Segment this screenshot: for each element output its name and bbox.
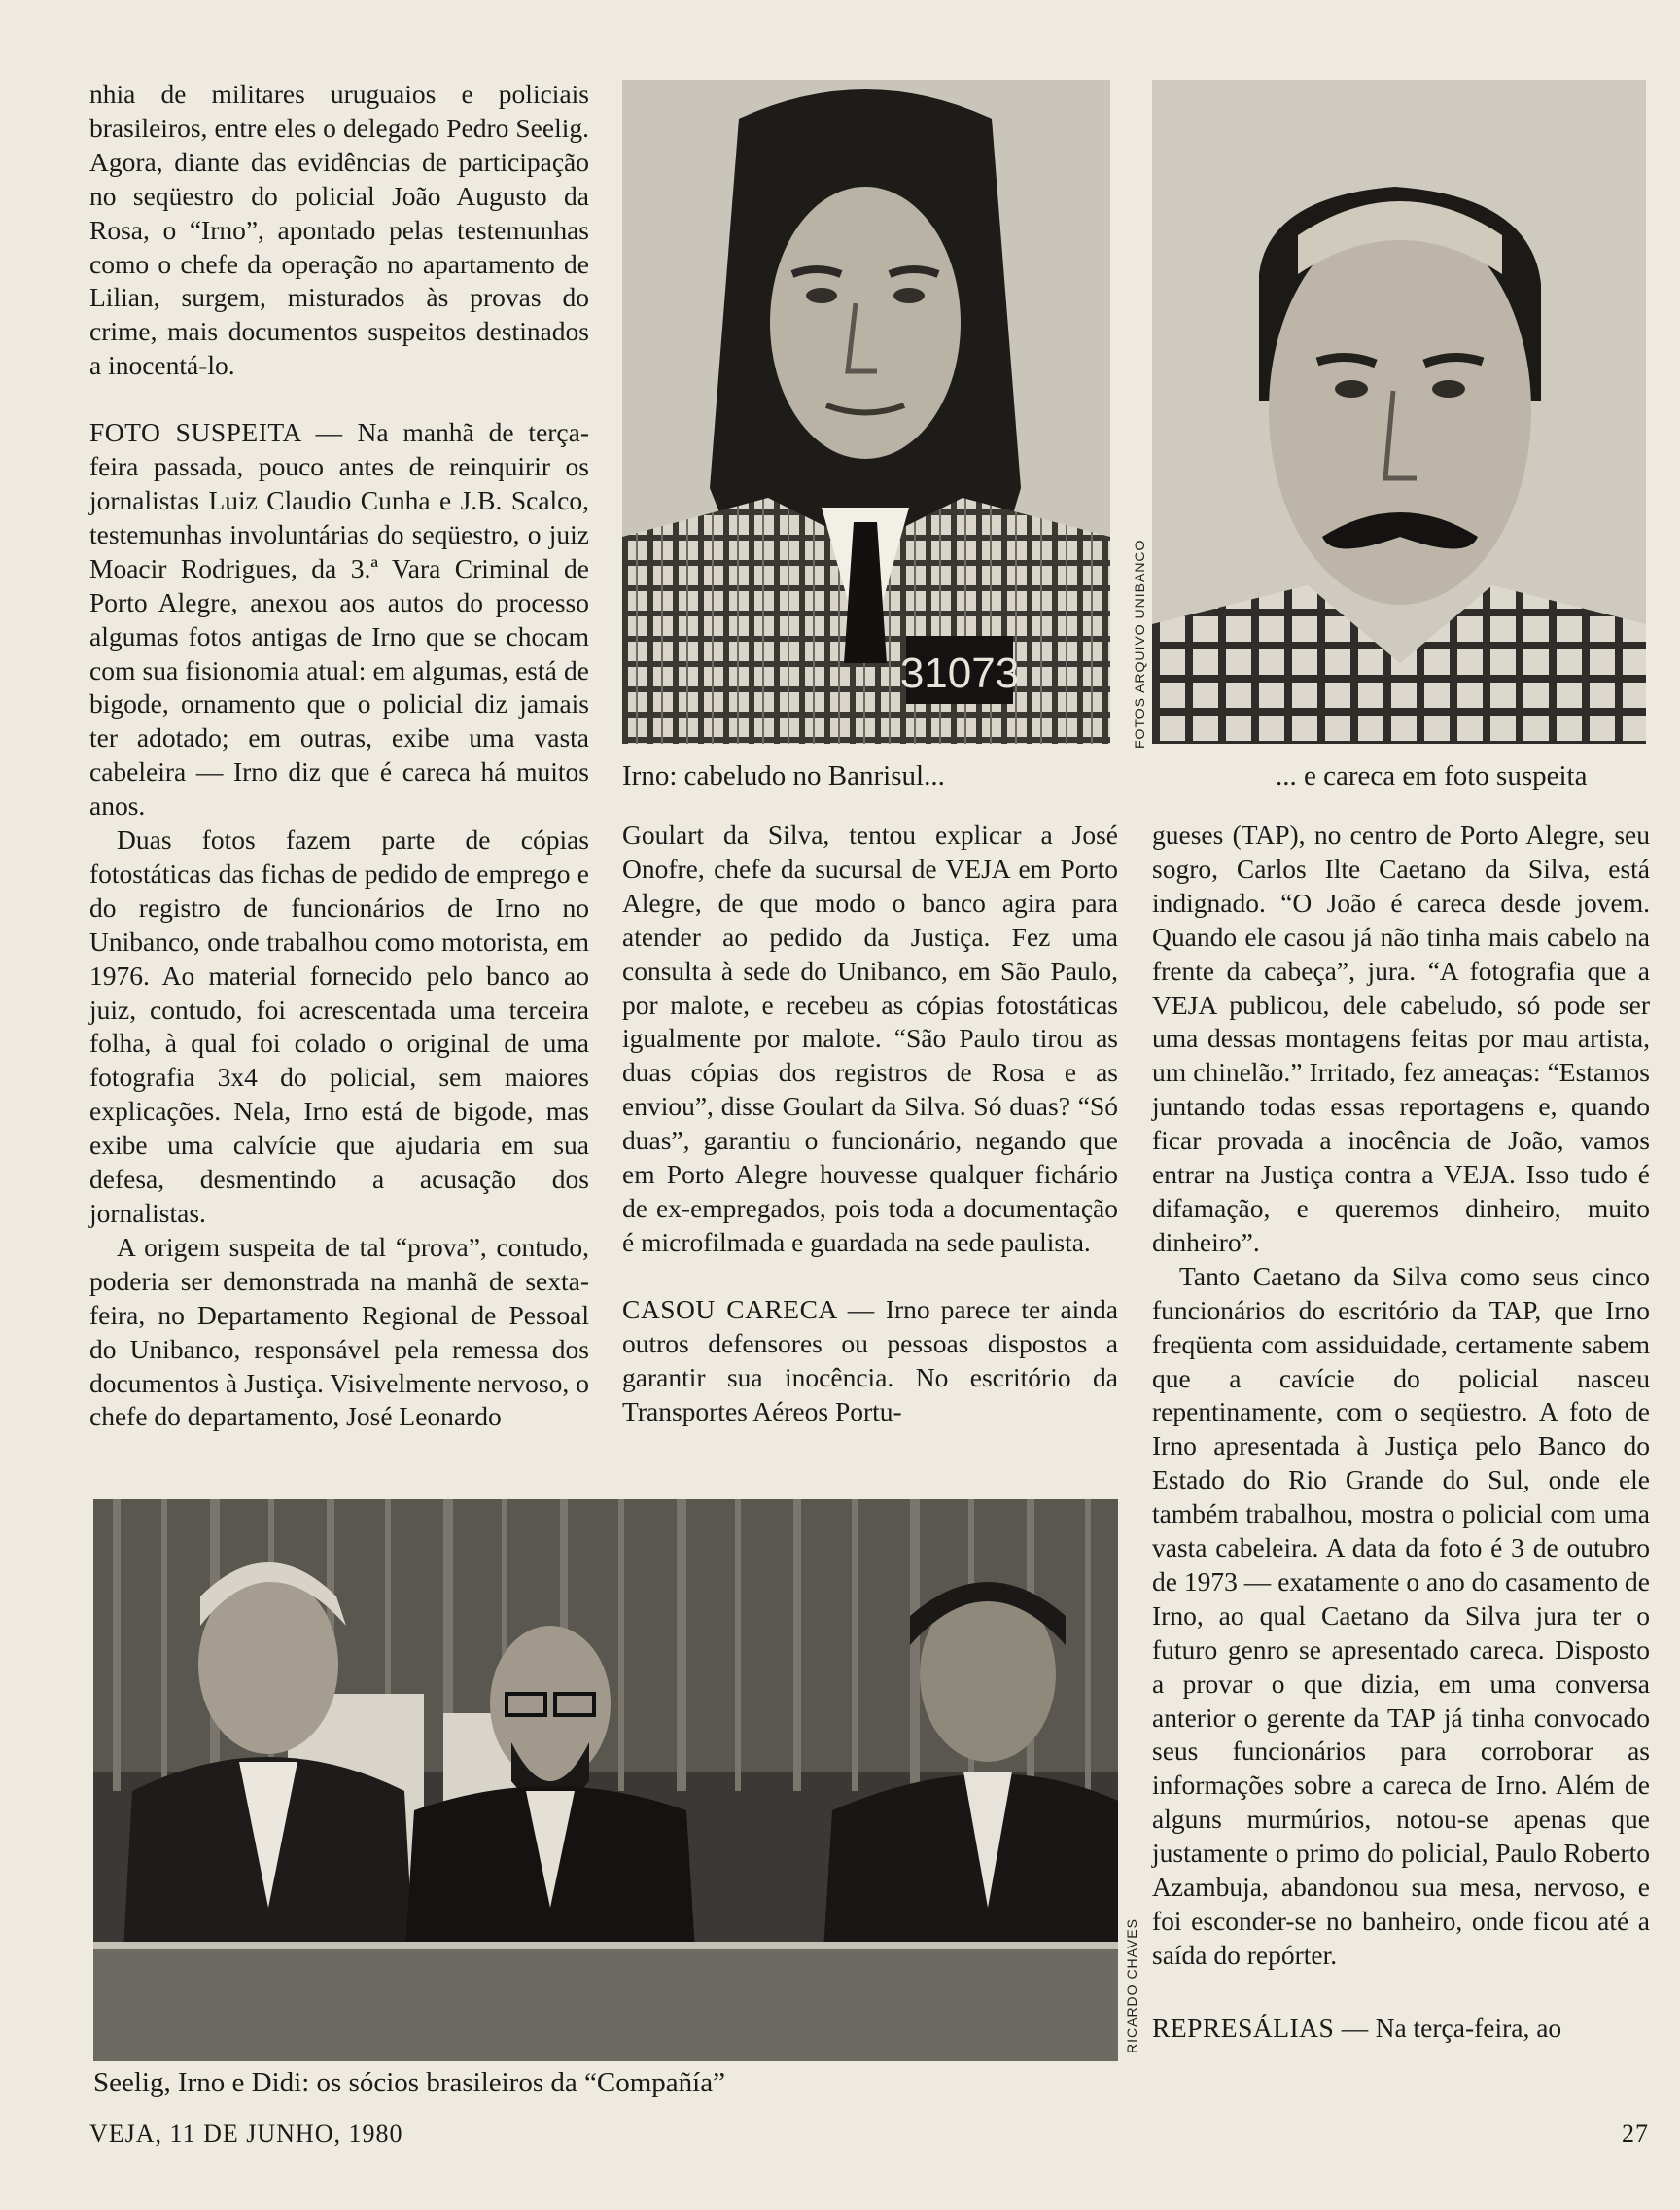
paragraph: nhia de militares uruguaios e policiais brasileiros, entre eles o delegado Pedro Seelig. Agora, diante das evidências de participação no seqüestro do policial João Augusto da Rosa, o “Irno”, apontado pelas testemunhas como o chefe da operação no apartamento de Lilian, surgem, misturados às provas do crime, mais documentos suspeitos destinados a inocentá-lo.	[89, 79, 589, 381]
section-lead: REPRESÁLIAS —	[1152, 2012, 1369, 2043]
paragraph-foto-suspeita: FOTO SUSPEITA — Na manhã de terça-feira passada, pouco antes de reinquirir os jornalistas Luiz Claudio Cunha e J.B. Scalco, testemunhas involuntárias do seqüestro, o juiz Moacir Rodrigues, da 3.ª Vara Criminal de Porto Alegre, anexou aos autos do processo algumas fotos antigas de Irno que se chocam com sua fisionomia atual: em algumas, está de bigode, ornamento que o policial diz jamais ter adotado; em outras, exibe uma vasta cabeleira — Irno diz que é careca há muitos anos.	[89, 417, 589, 822]
paragraph: Tanto Caetano da Silva como seus cinco funcionários do escritório da TAP, que Irno freqüenta com assiduidade, certamente sabem que a cavície do policial nasceu repentinamente, com o seqüestro. A foto de Irno apresentada à Justiça pelo Banco do Estado do Rio Grande do Sul, onde ele também trabalhou, mostra o policial com uma vasta cabeleira. A data da foto é 3 de outubro de 1973 — exatamente o ano do casamento de Irno, ao qual Caetano da Silva jura ter o futuro genro se apresentado careca. Disposto a provar o que dizia, em uma conversa anterior o gerente da TAP já tinha convocado seus funcionários para corroborar as informações sobre a careca de Irno. Além de alguns murmúrios, notou-se apenas que justamente o primo do policial, Paulo Roberto Azambuja, abandonou sua mesa, nervoso, e foi esconder-se no banheiro, onde ficou até a saída do repórter.	[1152, 1260, 1650, 1970]
photo-irno-bald	[1152, 80, 1646, 744]
photo1-caption: Irno: cabeludo no Banrisul...	[622, 760, 945, 791]
photo-seelig-irno-didi	[93, 1499, 1118, 2061]
photo2-caption: ... e careca em foto suspeita	[1276, 760, 1588, 791]
section-lead: CASOU CARECA —	[622, 1293, 875, 1324]
photo-credit-chaves: RICARDO CHAVES	[1124, 1918, 1139, 2053]
footer-publication: VEJA, 11 DE JUNHO, 1980	[89, 2120, 403, 2148]
svg-text:31073: 31073	[899, 649, 1020, 697]
middle-column	[622, 819, 1118, 1428]
paragraph-casou-careca: CASOU CARECA — Irno parece ter ainda outros defensores ou pessoas dispostos a garantir sua inocência. No escritório da Transportes Aéreos Portu-	[622, 1293, 1119, 1426]
page-number: 27	[1622, 2120, 1649, 2148]
paragraph: Goulart da Silva, tentou explicar a José Onofre, chefe da sucursal de VEJA em Porto Alegre, de que modo o banco agira para atender ao pedido da Justiça. Fez uma consulta à sede do Unibanco, em São Paulo, por malote, e recebeu as cópias fotostáticas igualmente por malote. “São Paulo tirou as duas cópias dos registros de Rosa e as enviou”, disse Goulart da Silva. Só duas? “Só duas”, garantiu o funcionário, negando que em Porto Alegre houvesse qualquer fichário de ex-empregados, pois toda a documentação é microfilmada e guardada na sede paulista.	[622, 820, 1118, 1257]
paragraph-represalias: REPRESÁLIAS — Na terça-feira, ao	[1152, 2012, 1562, 2043]
photo3-caption: Seelig, Irno e Didi: os sócios brasileiros da “Compañía”	[93, 2067, 725, 2098]
paragraph: A origem suspeita de tal “prova”, contudo, poderia ser demonstrada na manhã de sexta-feira, no Departamento Regional de Pessoal do Unibanco, responsável pela remessa dos documentos à Justiça. Visivelmente nervoso, o chefe do departamento, José Leonardo	[89, 1231, 589, 1432]
photo-credit-unibanco: FOTOS ARQUIVO UNIBANCO	[1132, 539, 1147, 749]
paragraph: Duas fotos fazem parte de cópias fotostáticas das fichas de pedido de emprego e do registro de funcionários de Irno no Unibanco, onde trabalhou como motorista, em 1976. Ao material fornecido pelo banco ao juiz, contudo, foi acrescentada uma terceira folha, à qual foi colado o original de uma fotografia 3x4 do policial, sem maiores explicações. Nela, Irno está de bigode, mas exibe uma calvície que ajudaria em sua defesa, desmentindo a acusação dos jornalistas.	[89, 824, 589, 1228]
photo-irno-long-hair	[622, 80, 1110, 744]
right-column	[1152, 819, 1650, 2046]
left-column	[89, 78, 589, 1434]
section-lead: FOTO SUSPEITA —	[89, 417, 343, 448]
paragraph: gueses (TAP), no centro de Porto Alegre, seu sogro, Carlos Ilte Caetano da Silva, está indignado. “O João é careca desde jovem. Quando ele casou já não tinha mais cabelo na frente da cabeça”, jura. “A fotografia que a VEJA publicou, dele cabeludo, só pode ser uma dessas montagens feitas por mau artista, um chinelão.” Irritado, fez ameaças: “Estamos juntando todas essas reportagens e, quando ficar provada a inocência de João, vamos entrar na Justiça contra a VEJA. Isso tudo é difamação, e queremos dinheiro, muito dinheiro”.	[1152, 820, 1650, 1257]
